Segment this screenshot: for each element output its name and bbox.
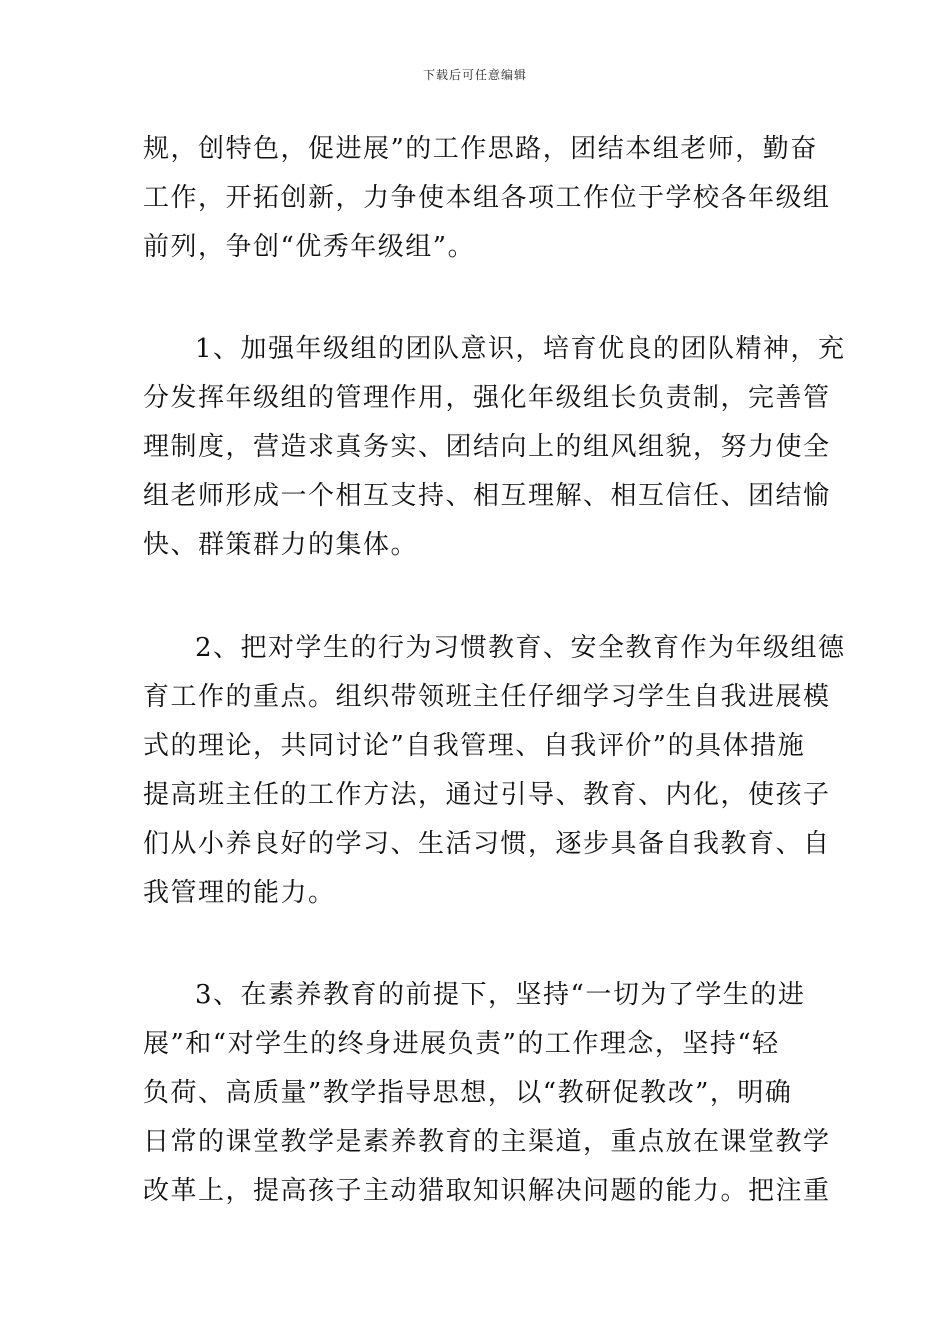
paragraph-line: 们从小养良好的学习、生活习惯，逐步具备自我教育、自 bbox=[143, 829, 831, 859]
paragraph-line: 育工作的重点。组织带领班主任仔细学习学生自我进展模 bbox=[143, 682, 831, 712]
paragraph-line: 1、加强年级组的团队意识，培育优良的团队精神，充 bbox=[195, 334, 846, 364]
paragraph-line: 分发挥年级组的管理作用，强化年级组长负责制，完善管 bbox=[143, 383, 831, 413]
page-header-note: 下载后可任意编辑 bbox=[422, 68, 527, 82]
paragraph-line: 提高班主任的工作方法，通过引导、教育、内化，使孩子 bbox=[143, 780, 831, 810]
paragraph-1 bbox=[143, 325, 846, 570]
paragraph-2 bbox=[143, 624, 846, 918]
paragraph-line: 改革上，提高孩子主动猎取知识解决问题的能力。把注重 bbox=[143, 1176, 831, 1206]
paragraph-line: 组老师形成一个相互支持、相互理解、相互信任、团结愉 bbox=[143, 481, 831, 511]
paragraph-line: 我管理的能力。 bbox=[143, 878, 336, 908]
paragraph-line: 负荷、高质量”教学指导思想，以“教研促教改”，明确 bbox=[143, 1078, 793, 1108]
paragraph-line: 规，创特色，促进展”的工作思路，团结本组老师，勤奋 bbox=[143, 134, 818, 164]
paragraph-line: 式的理论，共同讨论”自我管理、自我评价”的具体措施 bbox=[143, 731, 806, 761]
paragraph-line: 前列，争创“优秀年级组”。 bbox=[143, 232, 476, 262]
paragraph-line: 日常的课堂教学是素养教育的主渠道，重点放在课堂教学 bbox=[143, 1127, 831, 1157]
paragraph-line: 理制度，营造求真务实、团结向上的组风组貌，努力使全 bbox=[143, 432, 831, 462]
paragraph-0 bbox=[143, 125, 831, 272]
paragraph-line: 3、在素养教育的前提下，坚持“一切为了学生的进 bbox=[195, 980, 806, 1010]
paragraph-line: 工作，开拓创新，力争使本组各项工作位于学校各年级组 bbox=[143, 183, 831, 213]
paragraph-line: 快、群策群力的集体。 bbox=[143, 530, 419, 560]
paragraph-line: 展”和“对学生的终身进展负责”的工作理念，坚持“轻 bbox=[143, 1029, 780, 1059]
paragraph-line: 2、把对学生的行为习惯教育、安全教育作为年级组德 bbox=[195, 633, 846, 663]
paragraph-3 bbox=[143, 971, 831, 1216]
